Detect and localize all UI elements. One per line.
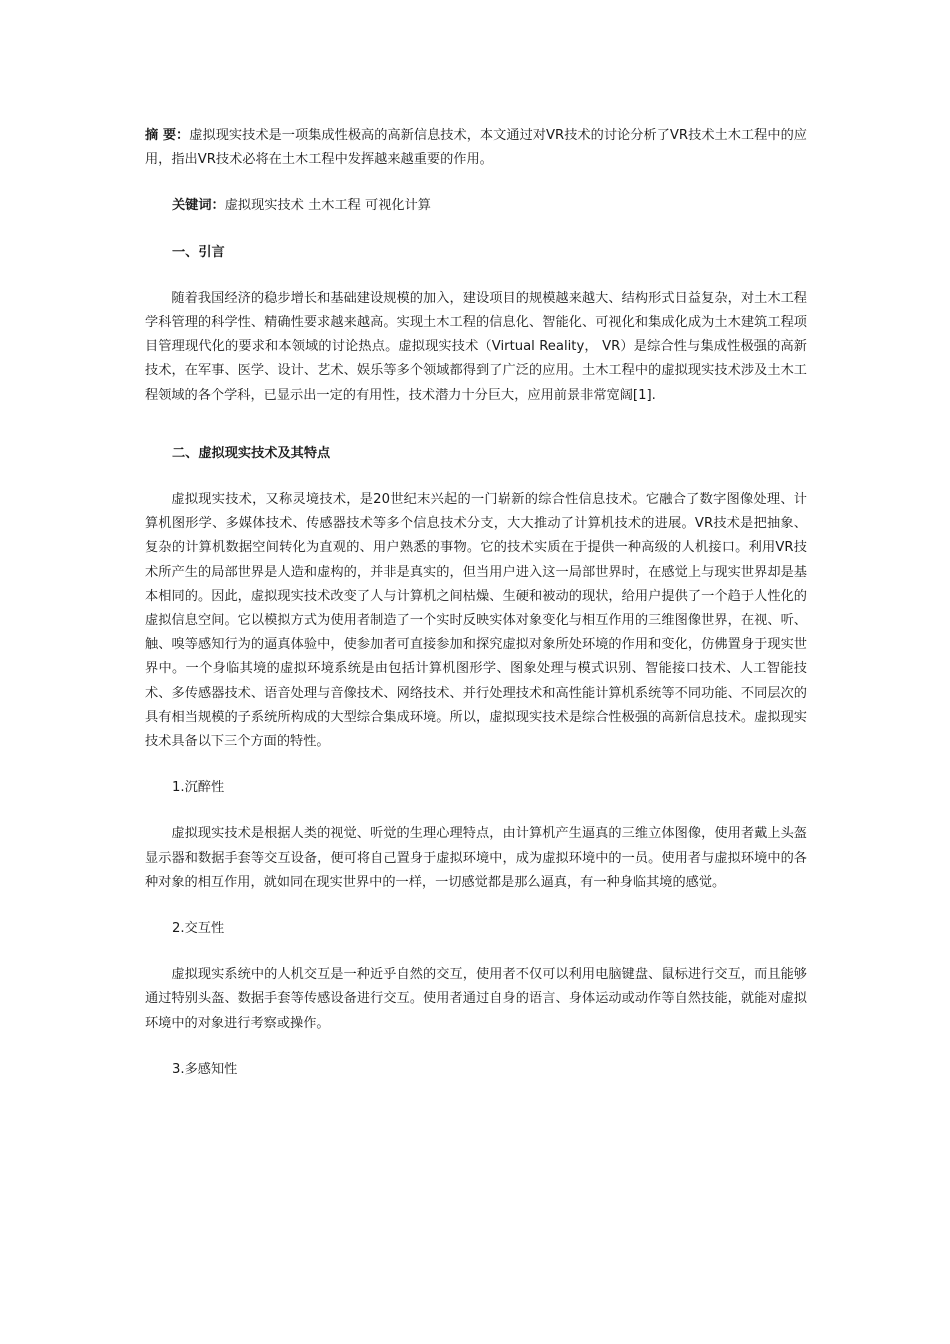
- abstract-label: 摘 要：: [145, 128, 190, 143]
- section-heading-vr: 二、虚拟现实技术及其特点: [172, 445, 331, 461]
- vr-paragraph: 虚拟现实技术，又称灵境技术，是20世纪末兴起的一门崭新的综合性信息技术。它融合了数字图像处理、计算机图形学、多媒体技术、传感器技术等多个信息技术分支，大大推动了计算机技术的进展。VR技术是把抽象、复杂的计算机数据空间转化为直观的、用户熟悉的事物。它的技术实质在于提供一种高级的人机接口。利用VR技术所产生的局部世界是人造和虚构的，并非是真实的，但当用户进入这一局部世界时，在感觉上与现实世界却是基本相同的。因此，虚拟现实技术改变了人与计算机之间枯燥、生硬和被动的现状，给用户提供了一个趋于人性化的虚拟信息空间。它以模拟方式为使用者制造了一个实时反映实体对象变化与相互作用的三维图像世界，在视、听、触、嗅等感知行为的逼真体验中，使参加者可直接参加和探究虚拟对象所处环境的作用和变化，仿佛置身于现实世界中。一个身临其境的虚拟环境系统是由包括计算机图形学、图象处理与模式识别、智能接口技术、人工智能技术、多传感器技术、语音处理与音像技术、网络技术、并行处理技术和高性能计算机系统等不同功能、不同层次的具有相当规模的子系统所构成的大型综合集成环境。所以，虚拟现实技术是综合性极强的高新信息技术。虚拟现实技术具备以下三个方面的特性。: [145, 492, 807, 750]
- keywords-label: 关键词：: [172, 198, 225, 214]
- abstract-paragraph: [145, 124, 807, 172]
- section-heading-intro: 一、引言: [172, 244, 225, 260]
- feature-title-perception: 3.多感知性: [172, 1061, 238, 1077]
- feature-text-interaction: 虚拟现实系统中的人机交互是一种近乎自然的交互，使用者不仅可以利用电脑键盘、鼠标进行交互，而且能够通过特别头盔、数据手套等传感设备进行交互。使用者通过自身的语言、身体运动或动作等自然技能，就能对虚拟环境中的对象进行考察或操作。: [145, 967, 807, 1031]
- feature-title-interaction: 2.交互性: [172, 921, 225, 937]
- feature-text-immersion: 虚拟现实技术是根据人类的视觉、听觉的生理心理特点，由计算机产生逼真的三维立体图像，使用者戴上头盔显示器和数据手套等交互设备，便可将自己置身于虚拟环境中，成为虚拟环境中的一员。使用者与虚拟环境中的各种对象的相互作用，就如同在现实世界中的一样，一切感觉都是那么逼真，有一种身临其境的感觉。: [145, 826, 807, 890]
- document-page: [145, 124, 807, 1082]
- keywords-line: [145, 194, 807, 218]
- abstract-text: 虚拟现实技术是一项集成性极高的高新信息技术，本文通过对VR技术的讨论分析了VR技术土木工程中的应用，指出VR技术必将在土木工程中发挥越来越重要的作用。: [145, 128, 807, 168]
- intro-paragraph: 随着我国经济的稳步增长和基础建设规模的加入，建设项目的规模越来越大、结构形式日益复杂，对土木工程学科管理的科学性、精确性要求越来越高。实现土木工程的信息化、智能化、可视化和集成化成为土木建筑工程项目管理现代化的要求和本领域的讨论热点。虚拟现实技术（Virtual Reality， VR）是综合性与集成性极强的高新技术，在军事、医学、设计、艺术、娱乐等多个领域都得到了广泛的应用。土木工程中的虚拟现实技术涉及土木工程领域的各个学科，已显示出一定的有用性，技术潜力十分巨大，应用前景非常宽阔[1].: [145, 290, 807, 403]
- feature-title-immersion: 1.沉醉性: [172, 780, 225, 796]
- keywords-text: 虚拟现实技术 土木工程 可视化计算: [224, 198, 431, 214]
